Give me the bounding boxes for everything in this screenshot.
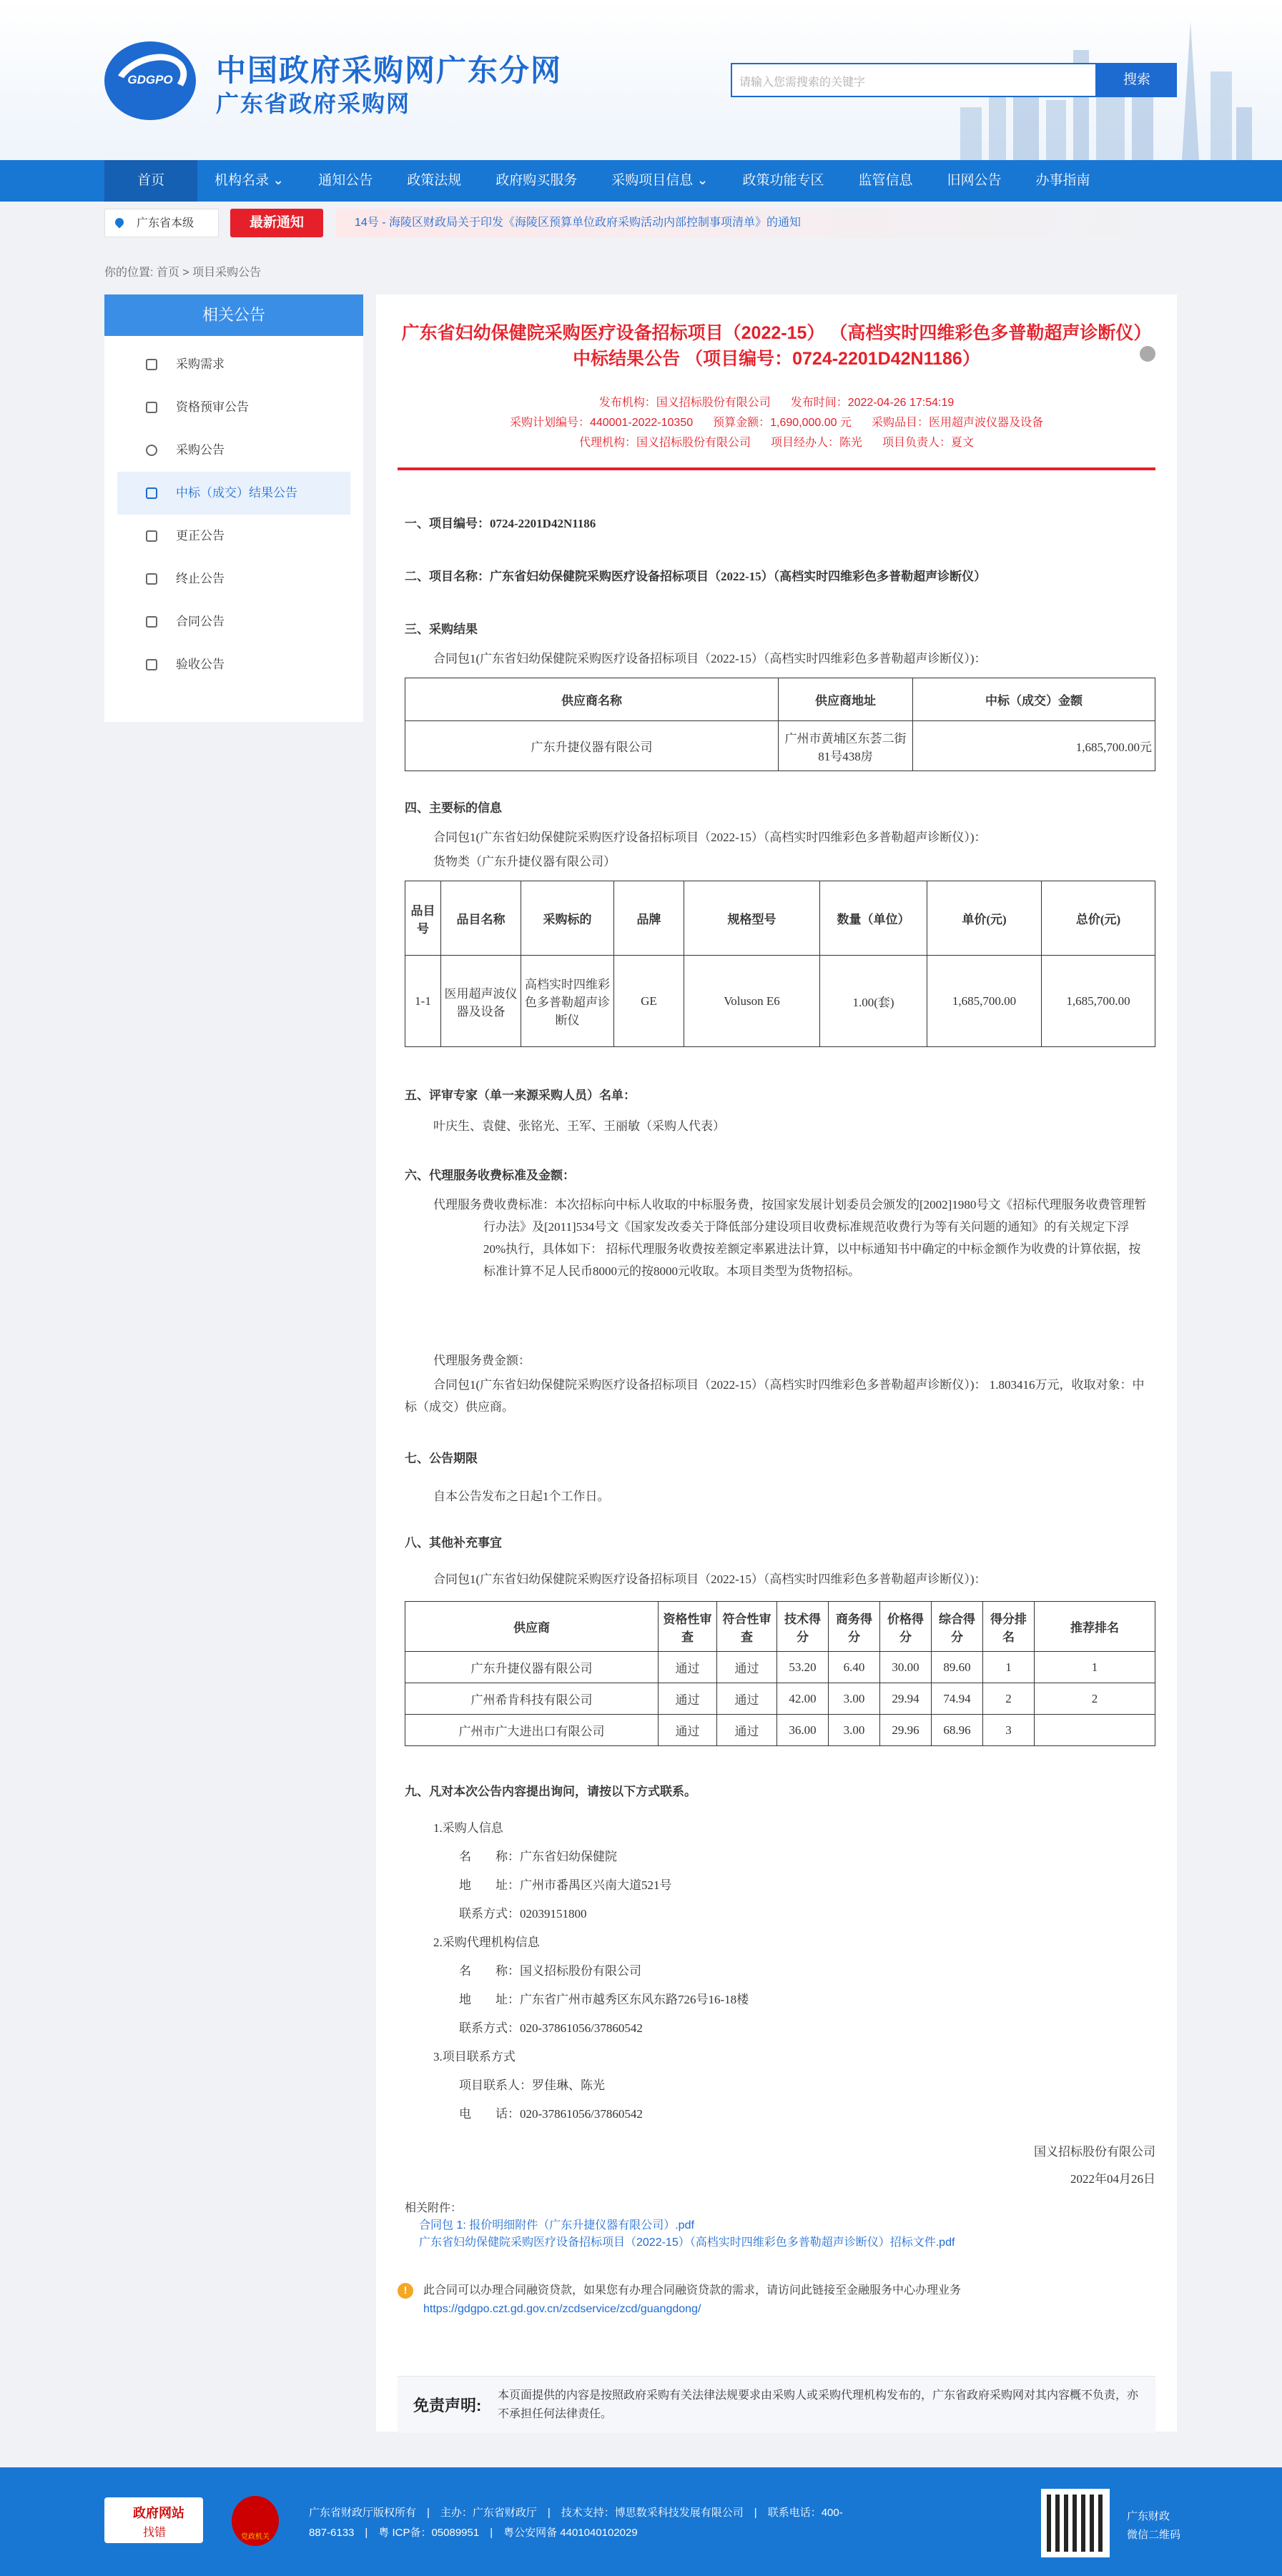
nav-home[interactable]: 首页 xyxy=(104,160,197,202)
nav-policy-zone[interactable]: 政策功能专区 xyxy=(742,173,824,188)
gdgpo-logo[interactable]: GDGPO xyxy=(104,41,196,120)
sidebar-item-prequalification[interactable]: 资格预审公告 xyxy=(117,386,350,429)
nav-policies[interactable]: 政策法规 xyxy=(407,173,462,188)
breadcrumb-home[interactable]: 首页 xyxy=(156,267,179,279)
main-nav xyxy=(0,160,1282,202)
nav-gov-services[interactable]: 政府购买服务 xyxy=(495,173,578,188)
notice-ticker-link[interactable]: 14号 - 海陵区财政局关于印发《海陵区预算单位政府采购活动内部控制事项清单》的通知 xyxy=(355,217,802,229)
title-divider xyxy=(398,467,1155,470)
search-input[interactable]: 请输入您需搜索的关键字 xyxy=(731,63,1097,97)
document-icon xyxy=(146,487,157,499)
section-goods: 四、主要标的信息 xyxy=(405,801,502,815)
document-icon xyxy=(146,573,157,585)
result-table: 供应商名称 供应商地址 中标（成交）金额 广东升捷仪器有限公司 广州市黄埔区东荟二街81号438房 1,685,700.00元 xyxy=(405,678,1155,771)
document-icon xyxy=(146,359,157,370)
section-period: 七、公告期限 xyxy=(405,1452,478,1465)
table-row: 广州市广大进出口有限公司 通过 通过 36.00 3.00 29.96 68.96 3 xyxy=(405,1715,1155,1746)
article-title: 广东省妇幼保健院采购医疗设备招标项目（2022-15） （高档实时四维彩色多普勒超声诊断仪） 中标结果公告 （项目编号：0724-2201D42N1186） xyxy=(401,323,1152,369)
notice-bar xyxy=(0,202,1282,244)
qr-label: 广东财政 微信二维码 xyxy=(1127,2510,1181,2541)
footer-info: 广东省财政厅版权所有 | 主办：广东省财政厅 | 技术支持：博思数采科技发展有限公司 | 联系电话：400- 887-6133 | 粤 ICP备：05089951 | 粤公安网备 4401040102029 xyxy=(309,2507,843,2539)
section-project-name: 二、项目名称：广东省妇幼保健院采购医疗设备招标项目（2022-15）（高档实时四维彩色多普勒超声诊断仪） xyxy=(405,570,987,583)
table-row: 广东升捷仪器有限公司 广州市黄埔区东荟二街81号438房 1,685,700.00元 xyxy=(405,721,1155,771)
sidebar-title: 相关公告 xyxy=(104,294,363,336)
financing-tip: ! 此合同可以办理合同融资贷款，如果您有办理合同融资贷款的需求，请访问此链接至金融服务中心办理业务 https://gdgpo.czt.gd.gov.cn/zcdservice/zcd/guangdong/ xyxy=(398,2282,961,2319)
nav-institutions[interactable]: 机构名录 ⌄ xyxy=(215,173,285,188)
section-project-number: 一、项目编号：0724-2201D42N1186 xyxy=(405,517,596,530)
breadcrumb-current[interactable]: 项目采购公告 xyxy=(192,267,262,279)
sidebar-item-correction[interactable]: 更正公告 xyxy=(117,515,350,558)
table-row: 1-1 医用超声波仪器及设备 高档实时四维彩色多普勒超声诊断仪 GE Voluson E6 1.00(套) 1,685,700.00 1,685,700.00 xyxy=(405,956,1155,1047)
article-meta-1: 发布机构：国义招标股份有限公司 发布时间：2022-04-26 17:54:19 xyxy=(598,397,955,409)
attachment-link[interactable]: 合同包 1: 报价明细附件（广东升捷仪器有限公司）.pdf xyxy=(419,2219,694,2231)
table-row: 广州希肯科技有限公司 通过 通过 42.00 3.00 29.94 74.94 2 2 xyxy=(405,1683,1155,1715)
nav-project-info[interactable]: 采购项目信息 ⌄ xyxy=(611,173,709,188)
region-selector[interactable]: 广东省本级 xyxy=(104,209,219,237)
score-table: 供应商 资格性审查 符合性审查 技术得分 商务得分 价格得分 综合得分 得分排名 推荐排名 广东升捷仪器有限公司 通过 通过 53.20 6.40 30.00 89.60 1 1 广州希肯科技有限公司 通过 通过 42.00 3.00 29.94 74.94 2 2 广州市广大进出口有限公司 通过 通过 36.00 3.00 29.96 68.96 3 xyxy=(405,1601,1155,1746)
site-footer xyxy=(0,2467,1282,2576)
site-header xyxy=(0,0,1282,160)
signature-date: 2022年04月26日 xyxy=(1070,2172,1155,2186)
attachment-link[interactable]: 广东省妇幼保健院采购医疗设备招标项目（2022-15）（高档实时四维彩色多普勒超声诊断仪）招标文件.pdf xyxy=(419,2236,955,2249)
document-icon xyxy=(146,616,157,628)
print-icon[interactable] xyxy=(1140,346,1155,362)
nav-notices[interactable]: 通知公告 xyxy=(318,173,373,188)
check-document-icon xyxy=(146,659,157,670)
section-contact: 九、凡对本次公告内容提出询问，请按以下方式联系。 xyxy=(405,1785,696,1798)
sidebar xyxy=(104,294,363,722)
sidebar-item-acceptance[interactable]: 验收公告 xyxy=(117,643,350,686)
sidebar-item-contract[interactable]: 合同公告 xyxy=(117,600,350,643)
sidebar-item-award-result[interactable]: 中标（成交）结果公告 xyxy=(117,472,350,515)
site-title: 中国政府采购网广东分网 xyxy=(216,54,563,87)
sidebar-item-requirements[interactable]: 采购需求 xyxy=(117,343,350,386)
section-agency-fee: 六、代理服务收费标准及金额： xyxy=(405,1169,575,1182)
article-panel: 广东省妇幼保健院采购医疗设备招标项目（2022-15） （高档实时四维彩色多普勒超声诊断仪） 中标结果公告 （项目编号：0724-2201D42N1186） 发布机构：国义招标股份有限公司 发布时间：2022-04-26 17:54:19 采购计划编号：440001-2022-10350 预算金额：1,690,000.00 元 采购品目：医用超声波仪器及设备 代理机构：国义招标股份有限公司 项目经办人：陈光 项目负责人：夏文 一、项目编号：0724-2201D42N1186 二、项目名称：广东省妇幼保健院采购医疗设备招标项目（2022-15）（高档实时四维彩色多普勒超声诊断仪） 三、采购结果 合同包1(广东省妇幼保健院采购医疗设备招标项目（2022-15）（高档实时四维彩色多普勒超声诊断仪）)： 供应商名称 供应商地址 中标（成交）金额 广东升捷仪器有限公司 广州市黄埔区东荟二街81号438房 1,685,700.00元 四、主要标的信息 合同包1(广东省妇幼保健院采购医疗设备招标项目（2022-15）（高档实时四维彩色多普勒超声诊断仪）)： 货物类（广东升捷仪器有限公司） 品目号 品目名称 采购标的 品牌 规格型号 数量（单位） 单价(元) 总价(元) 1-1 医用超声波仪器及设备 高档实时四维彩色多普勒超声诊断仪 GE Voluson E6 1.00(套) 1,685,700.00 1,685,700.00 五、评审专家（单一来源采购人员）名单： 叶庆生、袁健、张铭光、王军、王丽敏（采购人代表） 六、代理服务收费标准及金额： 代理服务费收费标准：本次招标向中标人收取的中标服务费，按国家发展计划委员会颁发的[2002]1980号文《招标代理服务收费管理暂行办法》及[2011]534号文《国家发改委关于降低部分建设项目收费标准规范收费行为等有关问题的通知》的有关规定下浮20%执行，具体如下： 招标代理服务收费按差额定率累进法计算，以中标通知书中确定的中标金额作为收费的计算依据，按标准计算不足人民币8000元的按8000元收取。本项目类型为货物招标。 代理服务费金额： 合同包1(广东省妇幼保健院采购医疗设备招标项目（2022-15）（高档实时四维彩色多普勒超声诊断仪）)： 1.803416万元，收取对象：中标（成交）供应商。 七、公告期限 自本公告发布之日起1个工作日。 八、其他补充事宜 合同包1(广东省妇幼保健院采购医疗设备招标项目（2022-15）（高档实时四维彩色多普勒超声诊断仪）)： 供应商 资格性审查 符合性审查 技术得分 商务得分 价格得分 综合得分 得分排名 推荐排名 广东升捷仪器有限公司 通过 通过 53.20 6.40 30.00 89.60 1 1 广州希肯科技有限公司 通过 通过 42.00 3.00 29.94 74.94 2 2 广州市广大进出口有限公司 通过 通过 36.00 3.00 29.96 68.96 3 九、凡对本次公告内容提出询问，请按以下方式联系。 1.采购人信息 名 称：广东省妇幼保健院 地 址：广州市番禺区兴南大道521号 联系方式：02039151800 2.采购代理机构信息 名 称：国义招标股份有限公司 地 址：广东省广州市越秀区东风东路726号16-18楼 联系方式：020-37861056/37860542 3.项目联系方式 项目联系人：罗佳琳、陈光 电 话：020-37861056/37860542 国义招标股份有限公司 2022年04月26日 相关附件： 合同包 1: 报价明细附件（广东升捷仪器有限公司）.pdf 广东省妇幼保健院采购医疗设备招标项目（2022-15）（高档实时四维彩色多普勒超声诊断仪）招标文件.pdf ! 此合同可以办理合同融资贷款，如果您有办理合同融资贷款的需求，请访问此链接至金融服务中心办理业务 https://gdgpo.czt.gd.gov.cn/zcdservice/zcd/guangdong/ 免责声明: 本页面提供的内容是按照政府采购有关法律法规要求由采购人或采购代理机构发布的，广东省政府采购网对其内容概不负责，亦不承担任何法律责任。 xyxy=(376,294,1177,2432)
sidebar-item-procurement[interactable]: 采购公告 xyxy=(117,429,350,472)
disclaimer: 免责声明: 本页面提供的内容是按照政府采购有关法律法规要求由采购人或采购代理机构发布的，广东省政府采购网对其内容概不负责，亦不承担任何法律责任。 xyxy=(398,2376,1155,2433)
latest-notice-badge: 最新通知 xyxy=(230,209,323,237)
site-subtitle: 广东省政府采购网 xyxy=(216,91,411,117)
party-gov-badge[interactable]: 党政机关 xyxy=(232,2496,279,2546)
search-button[interactable]: 搜索 xyxy=(1097,63,1177,97)
target-icon xyxy=(146,445,157,456)
section-experts: 五、评审专家（单一来源采购人员）名单： xyxy=(405,1089,636,1102)
attachments: 相关附件： 合同包 1: 报价明细附件（广东升捷仪器有限公司）.pdf 广东省妇幼保健院采购医疗设备招标项目（2022-15）（高档实时四维彩色多普勒超声诊断仪）招标文件.pdf xyxy=(405,2200,955,2251)
section-supplementary: 八、其他补充事宜 xyxy=(405,1536,502,1550)
nav-guide[interactable]: 办事指南 xyxy=(1035,173,1090,188)
edit-icon xyxy=(146,530,157,542)
breadcrumb: 你的位置: 首页 > 项目采购公告 xyxy=(104,267,262,279)
location-pin-icon xyxy=(114,217,126,229)
goods-table: 品目号 品目名称 采购标的 品牌 规格型号 数量（单位） 单价(元) 总价(元) 1-1 医用超声波仪器及设备 高档实时四维彩色多普勒超声诊断仪 GE Voluson E6 1.00(套) 1,685,700.00 1,685,700.00 xyxy=(405,881,1155,1047)
signature-org: 国义招标股份有限公司 xyxy=(1034,2145,1155,2159)
info-icon: ! xyxy=(398,2283,413,2299)
sidebar-item-termination[interactable]: 终止公告 xyxy=(117,558,350,600)
article-meta-3: 代理机构：国义招标股份有限公司 项目经办人：陈光 项目负责人：夏文 xyxy=(578,437,975,449)
article-meta-2: 采购计划编号：440001-2022-10350 预算金额：1,690,000.00 元 采购品目：医用超声波仪器及设备 xyxy=(509,417,1044,429)
nav-old-notices[interactable]: 旧网公告 xyxy=(947,173,1002,188)
section-result: 三、采购结果 xyxy=(405,623,478,636)
table-row: 广东升捷仪器有限公司 通过 通过 53.20 6.40 30.00 89.60 1 1 xyxy=(405,1652,1155,1683)
financing-link[interactable]: https://gdgpo.czt.gd.gov.cn/zcdservice/zcd/guangdong/ xyxy=(423,2303,701,2315)
nav-supervision[interactable]: 监管信息 xyxy=(858,173,913,188)
wechat-qr-code xyxy=(1041,2489,1110,2557)
gov-site-error-badge[interactable]: 政府网站 找错 xyxy=(104,2497,203,2543)
document-icon xyxy=(146,402,157,413)
